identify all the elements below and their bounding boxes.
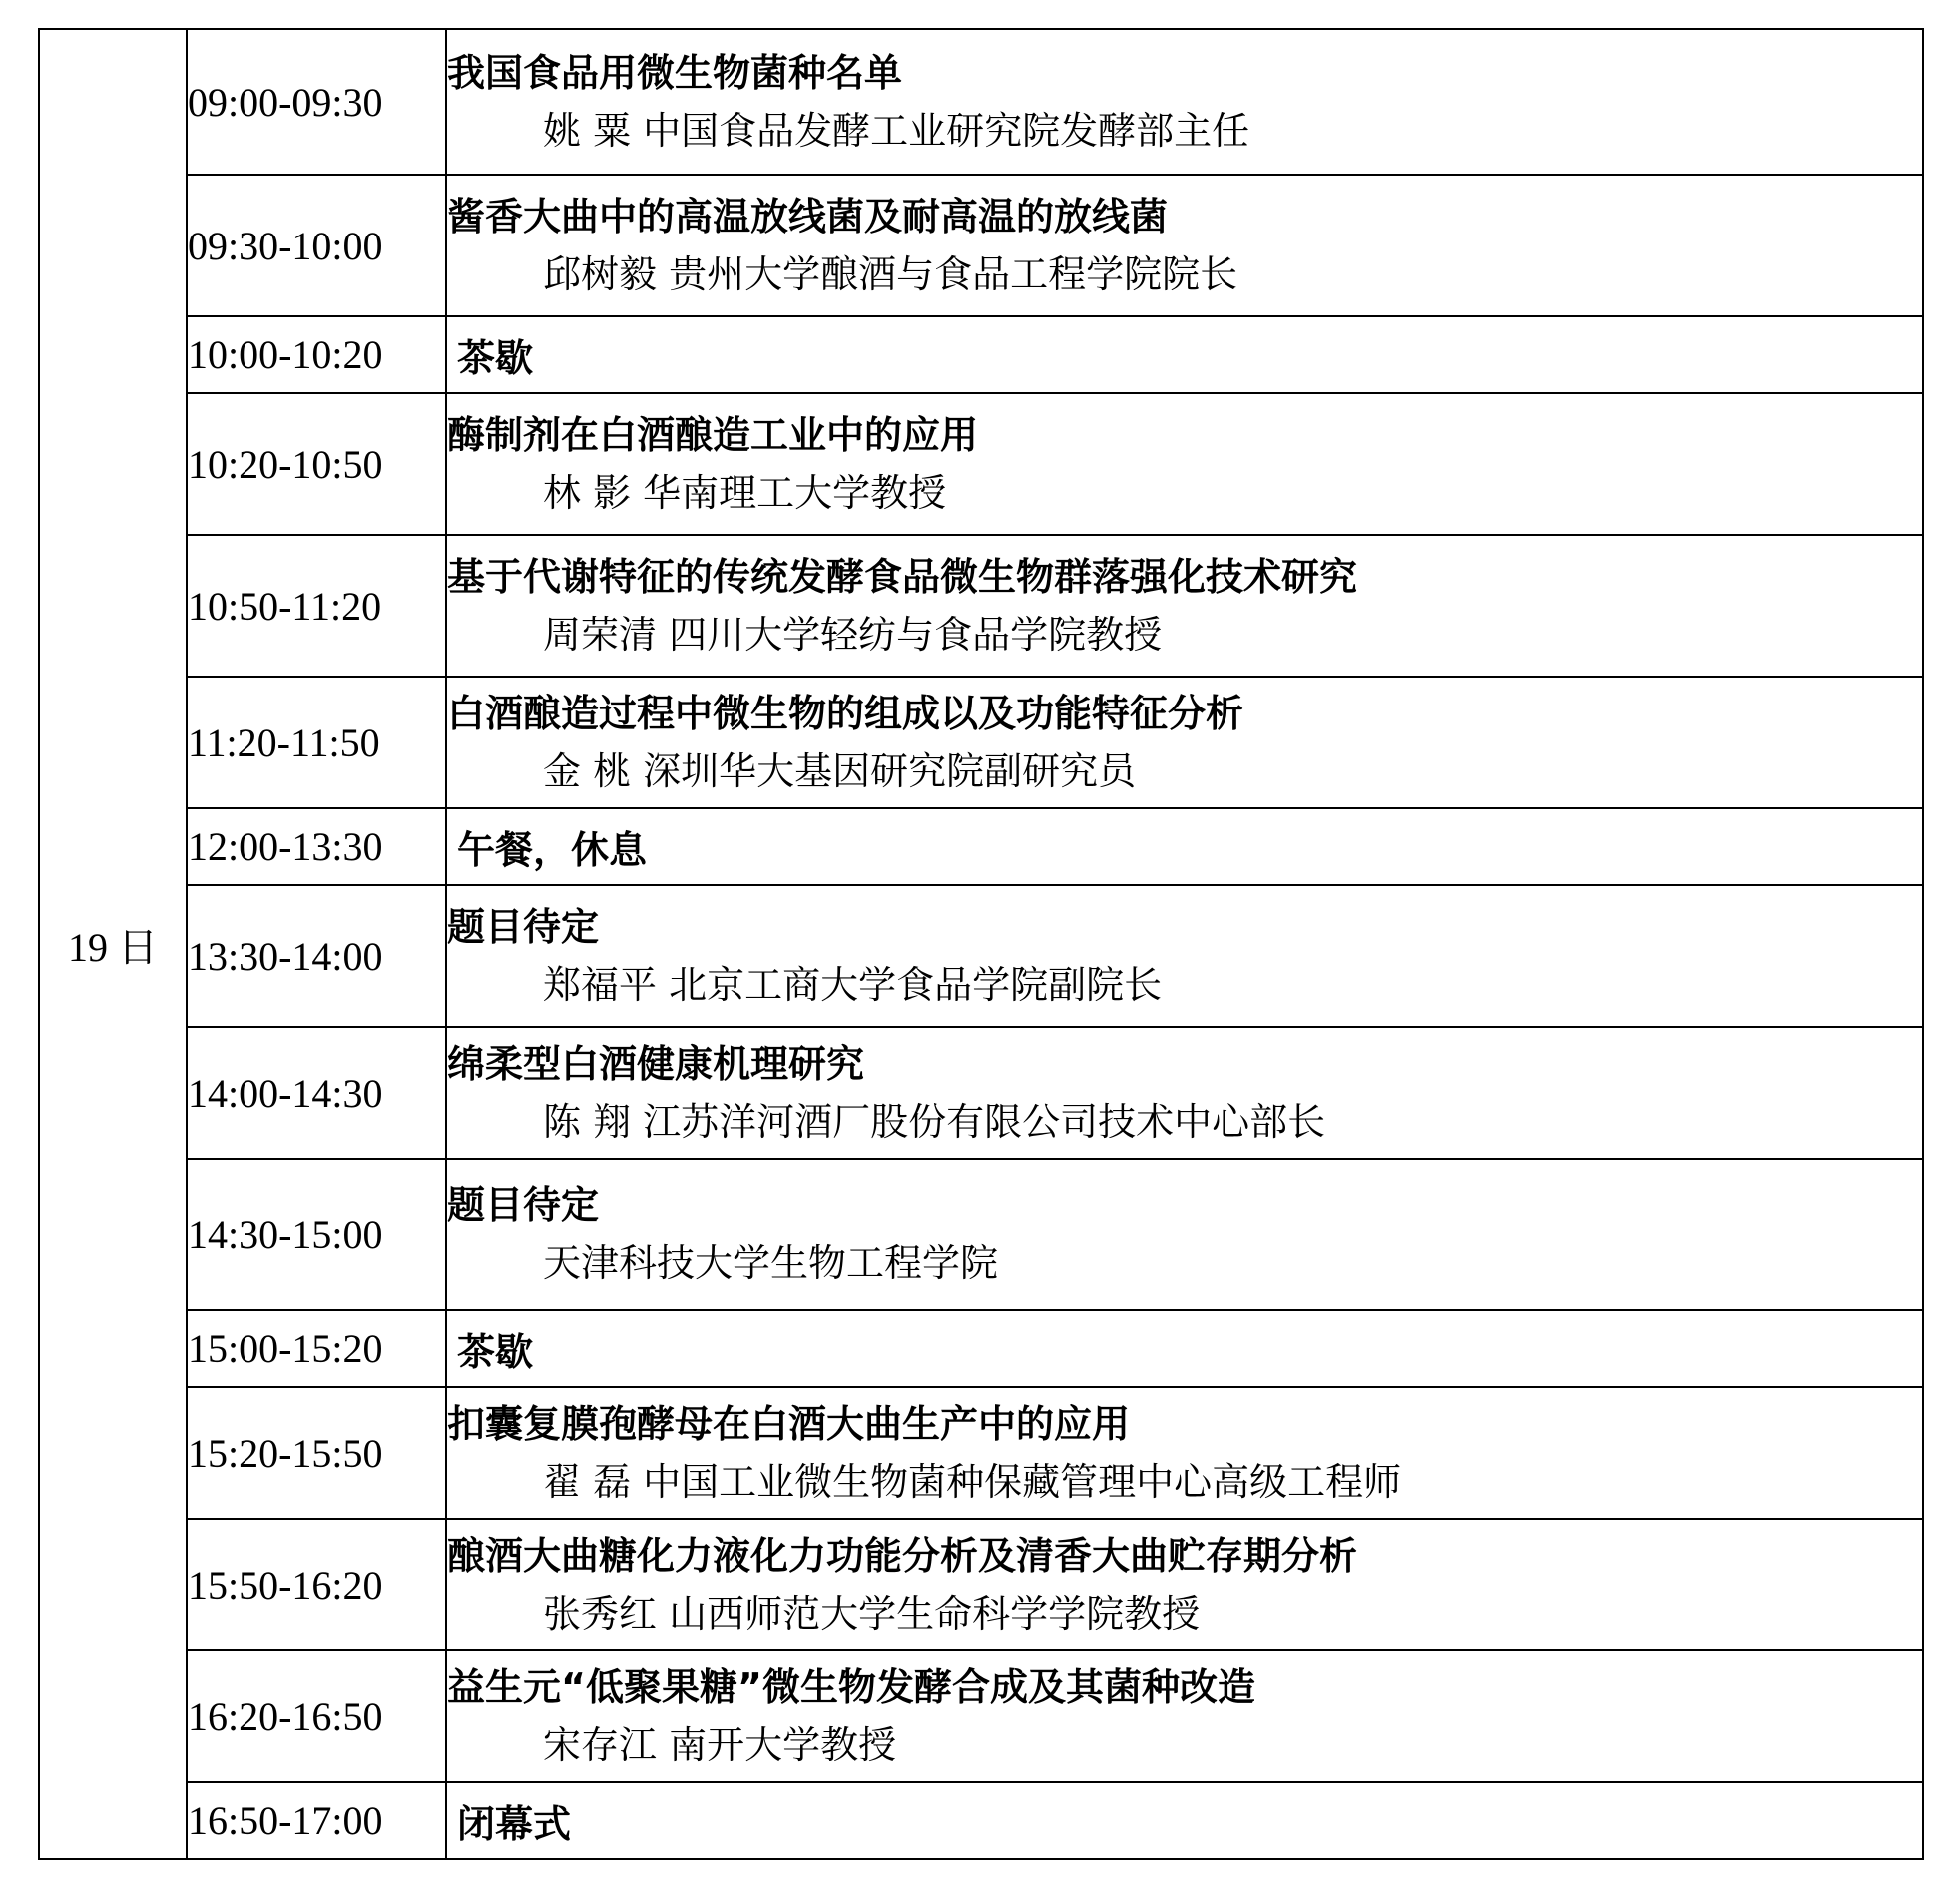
session-content [446, 393, 1923, 535]
time-slot: 16:20-16:50 [187, 1650, 446, 1782]
talk-speaker: 郑福平 北京工商大学食品学院副院长 [543, 963, 1163, 1007]
table-row [39, 535, 1923, 677]
talk-title: 扣囊复膜孢酵母在白酒大曲生产中的应用 [447, 1402, 1131, 1446]
talk-speaker: 金 桃 深圳华大基因研究院副研究员 [543, 749, 1137, 793]
time-slot: 15:20-15:50 [187, 1387, 446, 1519]
session-content [446, 885, 1923, 1027]
break-title: 闭幕式 [457, 1802, 572, 1846]
talk-title: 益生元“低聚果糖”微生物发酵合成及其菌种改造 [447, 1665, 1255, 1709]
table-row [39, 677, 1923, 808]
time-slot: 14:00-14:30 [187, 1027, 446, 1159]
talk-title: 酱香大曲中的高温放线菌及耐高温的放线菌 [447, 195, 1169, 238]
session-content [446, 1782, 1923, 1859]
session-content [446, 1159, 1923, 1310]
break-title: 茶歇 [457, 336, 534, 380]
table-row [39, 1387, 1923, 1519]
talk-speaker: 天津科技大学生物工程学院 [543, 1241, 999, 1285]
session-content [446, 1519, 1923, 1650]
break-title: 茶歇 [457, 1330, 534, 1374]
session-content [446, 1027, 1923, 1159]
talk-speaker: 张秀红 山西师范大学生命科学学院教授 [543, 1592, 1201, 1636]
talk-speaker: 周荣清 四川大学轻纺与食品学院教授 [543, 613, 1163, 657]
talk-speaker: 陈 翔 江苏洋河酒厂股份有限公司技术中心部长 [543, 1100, 1326, 1144]
table-row [39, 1027, 1923, 1159]
session-content [446, 29, 1923, 175]
table-row [39, 885, 1923, 1027]
session-content [446, 1650, 1923, 1782]
time-slot: 10:20-10:50 [187, 393, 446, 535]
talk-title: 绵柔型白酒健康机理研究 [447, 1042, 865, 1086]
table-row [39, 1310, 1923, 1387]
table-row [39, 1650, 1923, 1782]
talk-title: 题目待定 [447, 1183, 600, 1227]
time-slot: 15:00-15:20 [187, 1310, 446, 1387]
table-row [39, 393, 1923, 535]
table-row [39, 175, 1923, 316]
session-content [446, 677, 1923, 808]
talk-speaker: 翟 磊 中国工业微生物菌种保藏管理中心高级工程师 [543, 1460, 1402, 1504]
time-slot: 09:00-09:30 [187, 29, 446, 175]
time-slot: 10:00-10:20 [187, 316, 446, 393]
talk-title: 我国食品用微生物菌种名单 [447, 51, 903, 95]
talk-speaker: 姚 粟 中国食品发酵工业研究院发酵部主任 [543, 109, 1250, 153]
table-row [39, 1782, 1923, 1859]
table-row [39, 29, 1923, 175]
time-slot: 14:30-15:00 [187, 1159, 446, 1310]
time-slot: 11:20-11:50 [187, 677, 446, 808]
time-slot: 12:00-13:30 [187, 808, 446, 885]
time-slot: 09:30-10:00 [187, 175, 446, 316]
table-row [39, 1519, 1923, 1650]
session-content [446, 175, 1923, 316]
talk-title: 酿酒大曲糖化力液化力功能分析及清香大曲贮存期分析 [447, 1534, 1358, 1578]
talk-speaker: 宋存江 南开大学教授 [543, 1723, 897, 1767]
talk-title: 基于代谢特征的传统发酵食品微生物群落强化技术研究 [447, 555, 1358, 599]
session-content [446, 1310, 1923, 1387]
talk-speaker: 林 影 华南理工大学教授 [543, 471, 947, 515]
table-row [39, 316, 1923, 393]
time-slot: 13:30-14:00 [187, 885, 446, 1027]
table-row [39, 808, 1923, 885]
talk-title: 题目待定 [447, 905, 600, 949]
talk-title: 白酒酿造过程中微生物的组成以及功能特征分析 [447, 692, 1244, 735]
time-slot: 10:50-11:20 [187, 535, 446, 677]
talk-title: 酶制剂在白酒酿造工业中的应用 [447, 413, 979, 457]
talk-speaker: 邱树毅 贵州大学酿酒与食品工程学院院长 [543, 252, 1238, 296]
table-row [39, 1159, 1923, 1310]
time-slot: 16:50-17:00 [187, 1782, 446, 1859]
session-content [446, 535, 1923, 677]
time-slot: 15:50-16:20 [187, 1519, 446, 1650]
day-label: 19 日 [39, 29, 187, 1859]
schedule-table [38, 28, 1924, 1860]
session-content [446, 1387, 1923, 1519]
break-title: 午餐，休息 [457, 828, 648, 872]
session-content [446, 316, 1923, 393]
session-content [446, 808, 1923, 885]
